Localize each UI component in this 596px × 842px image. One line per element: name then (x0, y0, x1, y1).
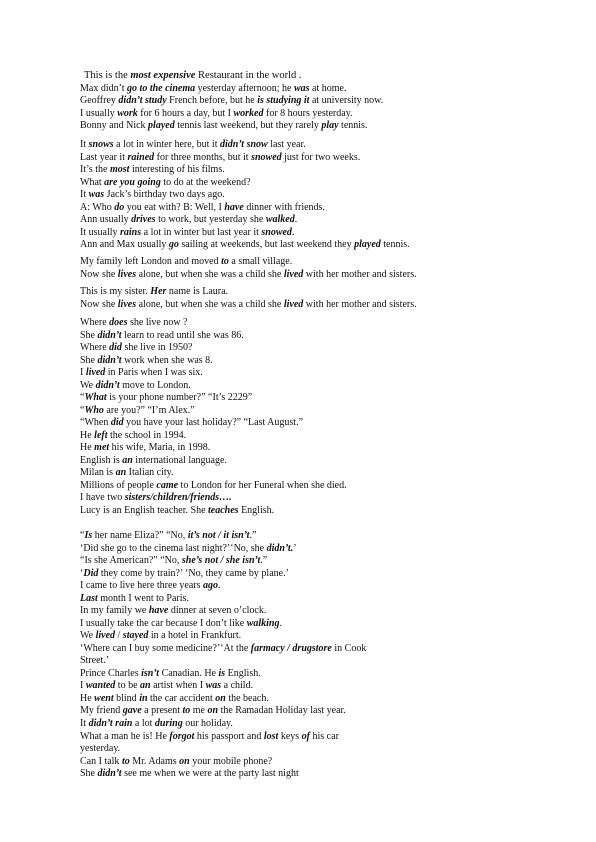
answer-text: didn’t study (118, 95, 167, 106)
sentence-text: Now she (80, 268, 118, 280)
answer-text: What (84, 392, 107, 403)
answer-text: worked (233, 107, 264, 119)
answer-text: to (221, 256, 229, 267)
answer-text: was (293, 82, 310, 94)
sentence-text: your mobile phone? (189, 755, 273, 767)
answer-text: have (148, 605, 169, 616)
answer-text: is studying it (257, 95, 310, 106)
answer-text: came (156, 479, 179, 491)
sentence-text: French before, but he (166, 95, 258, 106)
sentence-line (80, 269, 550, 282)
sentence-group (80, 317, 550, 517)
sentence-text: My family left London and moved (80, 256, 222, 267)
answer-text: didn’t. (266, 542, 294, 554)
sentence-text: in a hotel in Frankfurt. (148, 630, 242, 641)
sentence-line (80, 543, 550, 556)
sentence-text: for 6 hours a day, but I (137, 107, 234, 119)
sentence-line (80, 405, 550, 418)
sentence-text: ‘Where can I buy some medicine?’‘At the (80, 642, 251, 654)
sentence-group (80, 139, 550, 252)
sentence-text: .” (249, 530, 257, 541)
sentence-text: a small village. (228, 256, 293, 267)
answer-text: didn’t (97, 354, 122, 366)
answer-text: does (109, 317, 128, 328)
sentence-text: Italian city. (126, 467, 174, 478)
sentence-text: “ (80, 404, 85, 416)
answer-text: Who (84, 404, 104, 416)
sentence-text: “ (80, 530, 85, 541)
sentence-text: in Cook (331, 642, 367, 654)
answer-text: do (114, 201, 125, 213)
sentence-text: Max didn’t (80, 82, 128, 94)
sentence-text: I came to live here three years (80, 580, 203, 591)
sentence-text: Ann usually (80, 214, 132, 225)
sentence-text: What a man he is! He (80, 730, 170, 742)
sentence-line (80, 367, 550, 380)
sentence-text: she live in 1950? (121, 342, 193, 353)
sentence-text: Geoffrey (80, 95, 119, 106)
sentence-text: his passport and (194, 730, 264, 742)
answer-text: was (205, 680, 222, 691)
sentence-text: move to London. (119, 379, 191, 391)
sentence-text: alone, but when she was a child she (136, 298, 284, 310)
answer-text: lives (117, 268, 137, 280)
sentence-text: What (80, 176, 105, 188)
sentence-line (80, 355, 550, 368)
sentence-text: It (80, 139, 89, 150)
sentence-text: just for two weeks. (281, 151, 361, 163)
sentence-line (80, 342, 550, 355)
sentence-line (80, 580, 550, 593)
sentence-text: me (190, 705, 208, 716)
answer-text: to (121, 755, 130, 767)
answer-text: she’s not / she isn’t (181, 555, 261, 566)
sentence-text: alone, but when she was a child she (136, 268, 284, 280)
sentence-line (80, 256, 550, 269)
sentence-text: work when she was 8. (121, 354, 213, 366)
answer-text: teaches (208, 504, 239, 516)
sentence-line (80, 492, 550, 505)
answer-text: sisters/children/friends…. (124, 492, 232, 503)
sentence-text: It (80, 718, 89, 729)
sentence-text: Where (80, 342, 110, 353)
sentence-line (80, 380, 550, 393)
answer-text: on (179, 755, 190, 767)
sentence-text: “Is she American?” “No, (80, 555, 182, 566)
sentence-line (80, 139, 550, 152)
answer-text: is (218, 667, 226, 679)
sentence-text: the school in 1994. (107, 429, 187, 441)
sentence-line (80, 705, 550, 718)
sentence-line (80, 286, 550, 299)
sentence-text: yesterday afternoon; he (195, 82, 294, 94)
answer-text: stayed (122, 630, 149, 641)
answer-text: lives (117, 298, 137, 310)
answer-text: played (354, 239, 381, 250)
sentence-text: a child. (221, 680, 254, 691)
sentence-text: I usually (80, 107, 118, 119)
sentence-text: sailing at weekends, but last weekend they (178, 239, 355, 250)
sentence-text: I (80, 367, 86, 378)
sentence-text: Millions of people (80, 479, 157, 491)
sentence-text: Mr. Adams (129, 755, 180, 767)
sentence-line (80, 731, 550, 744)
sentence-text: . (291, 226, 295, 238)
sentence-line (80, 330, 550, 343)
sentence-line (80, 455, 550, 468)
sentence-text: she live now ? (127, 317, 188, 328)
answer-text: snowed (251, 151, 282, 163)
sentence-text: they come by train?’ ‘No, they came by plane.’ (98, 567, 289, 579)
sentence-text: with her mother and sisters. (303, 268, 417, 280)
sentence-text: for 8 hours yesterday. (263, 107, 353, 119)
sentence-text: This is the (84, 70, 131, 81)
sentence-line (80, 214, 550, 227)
answer-text: most expensive (130, 70, 196, 81)
sentence-line (80, 530, 550, 543)
sentence-line (80, 164, 550, 177)
sentence-group (80, 70, 550, 133)
sentence-text: Milan is (80, 467, 116, 478)
sentence-group (80, 530, 550, 718)
sentence-line (80, 108, 550, 121)
answer-text: snows (88, 139, 114, 150)
answer-text: Did (83, 567, 99, 579)
answer-text: ago (203, 580, 218, 591)
sentence-text: My friend (80, 705, 123, 716)
sentence-line (80, 239, 550, 252)
sentence-text: “ (80, 392, 85, 403)
sentence-text: dinner with friends. (243, 201, 325, 213)
sentence-line (80, 505, 550, 518)
sentence-line (80, 630, 550, 643)
answer-text: Her (150, 286, 167, 297)
answer-text: have (224, 201, 244, 213)
sentence-text: . (294, 214, 298, 225)
answer-text: an (122, 454, 133, 466)
sentence-text: a lot (132, 718, 155, 729)
answer-text: was (88, 189, 105, 200)
sentence-line (80, 317, 550, 330)
sentence-text: a lot in winter but last year it (141, 226, 262, 238)
sentence-text: dinner at seven o’clock. (168, 605, 267, 616)
answer-text: go to the cinema (127, 82, 196, 94)
sentence-line (80, 152, 550, 165)
sentence-text: Last year it (80, 151, 128, 163)
answer-text: on (215, 692, 226, 704)
answer-text: an (140, 680, 151, 691)
sentence-text: He (80, 442, 95, 453)
sentence-text: Where (80, 317, 110, 328)
sentence-text: Now she (80, 298, 118, 310)
answer-text: didn’t (95, 379, 120, 391)
answer-text: Last (80, 592, 98, 604)
sentence-text: you have your last holiday?” “Last August.” (123, 417, 304, 428)
sentence-text: are you?” “I’m Alex.” (103, 404, 195, 416)
answer-text: walked (265, 214, 295, 225)
sentence-line (80, 618, 550, 631)
answer-text: lived (85, 367, 106, 378)
sentence-text: We (80, 379, 96, 391)
sentence-text: Jack’s birthday two days ago. (104, 189, 225, 200)
sentence-line (80, 593, 550, 606)
sentence-line (80, 693, 550, 706)
sentence-text: It (80, 189, 89, 200)
answer-text: isn’t (141, 667, 160, 679)
answer-text: in (139, 692, 148, 704)
sentence-line (80, 568, 550, 581)
answer-text: play (321, 120, 339, 131)
sentence-text: international language. (132, 454, 227, 466)
sentence-text: blind (113, 692, 140, 704)
sentence-text: She (80, 329, 98, 341)
sentence-text: at home. (309, 82, 347, 94)
answer-text: lived (283, 268, 304, 280)
sentence-text: to be (115, 680, 141, 691)
sentence-text: name is Laura. (166, 286, 229, 297)
sentence-text: We (80, 630, 96, 641)
sentence-text: in Paris when I was six. (105, 367, 203, 378)
sentence-group (80, 718, 550, 781)
answer-text: during (154, 718, 183, 729)
sentence-text: last year. (267, 139, 306, 150)
answer-text: didn’t snow (220, 139, 268, 150)
sentence-text: her name Eliza?” “No, (92, 530, 188, 541)
sentence-line (80, 743, 550, 756)
answer-text: went (94, 692, 114, 704)
sentence-text: at university now. (309, 95, 384, 106)
sentence-text: Restaurant in the world . (195, 70, 302, 81)
answer-text: rained (127, 151, 155, 163)
sentence-text: ‘Did she go to the cinema last night?’‘No, she (80, 542, 267, 554)
answer-text: rains (120, 226, 142, 238)
sentence-text: I usually take the car because I don’t like (80, 617, 247, 629)
sentence-text: A: Who (80, 201, 115, 213)
sentence-text: artist when I (150, 680, 206, 691)
sentence-text: to do at the weekend? (160, 176, 251, 188)
sentence-line (80, 70, 550, 83)
sentence-text: the Ramadan Holiday last year. (218, 705, 346, 716)
sentence-line (80, 480, 550, 493)
sentence-line (80, 680, 550, 693)
sentence-text: interesting of his films. (129, 164, 225, 175)
answer-text: left (94, 429, 108, 441)
sentence-line (80, 392, 550, 405)
sentence-text: a present (141, 705, 183, 716)
sentence-text: a lot in winter here, but it (113, 139, 220, 150)
sentence-text: Street.’ (80, 655, 110, 666)
sentence-line (80, 605, 550, 618)
sentence-line (80, 467, 550, 480)
answer-text: snowed (261, 226, 292, 238)
sentence-text: to London for her Funeral when she died. (178, 479, 347, 491)
sentence-line (80, 430, 550, 443)
answer-text: lived (95, 630, 116, 641)
sentence-line (80, 227, 550, 240)
sentence-text: She (80, 354, 98, 366)
sentence-text: to work, but yesterday she (155, 214, 266, 225)
sentence-text: yesterday. (80, 743, 121, 754)
sentence-text: keys (278, 730, 302, 742)
answer-text: to (182, 705, 191, 716)
sentence-text: In my family we (80, 605, 149, 616)
sentence-text: for three months, but it (154, 151, 252, 163)
sentence-line (80, 417, 550, 430)
sentence-line (80, 83, 550, 96)
answer-text: of (301, 730, 311, 742)
answer-text: on (207, 705, 219, 716)
sentence-text: is your phone number?” “It’s 2229” (106, 392, 253, 403)
sentence-text: month I went to Paris. (97, 592, 189, 604)
sentence-text: I (80, 680, 86, 691)
sentence-text: Lucy is an English teacher. She (80, 504, 209, 516)
sentence-line (80, 120, 550, 133)
sentence-text: Prince Charles (80, 667, 142, 679)
answer-text: did (110, 417, 124, 428)
answer-text: didn’t rain (88, 718, 133, 729)
sentence-text: Ann and Max usually (80, 239, 169, 250)
sentence-text: “When (80, 417, 111, 428)
sentence-text: the car accident (147, 692, 216, 704)
sentence-text: English is (80, 454, 123, 466)
sentence-line (80, 442, 550, 455)
sentence-text: see me when we were at the party last night (121, 768, 299, 779)
answer-text: most (110, 164, 130, 175)
answer-text: go (168, 239, 179, 250)
sentence-line (80, 189, 550, 202)
sentence-text: his car (310, 730, 339, 742)
answer-text: lost (263, 730, 279, 742)
sentence-text: tennis. (338, 120, 368, 131)
sentence-line (80, 555, 550, 568)
sentence-text: his wife, Maria, in 1998. (109, 442, 211, 453)
sentence-text: I have two (80, 492, 125, 503)
sentence-text: English. (238, 504, 275, 516)
sentence-text: with her mother and sisters. (303, 298, 417, 310)
sentence-text: Bonny and Nick (80, 120, 149, 131)
sentence-text: learn to read until she was 86. (121, 329, 244, 341)
answer-text: are you going (104, 176, 161, 188)
sentence-text: It’s the (80, 164, 110, 175)
answer-text: did (109, 342, 122, 353)
sentence-text: It usually (80, 226, 120, 238)
sentence-line (80, 768, 550, 781)
sentence-line (80, 95, 550, 108)
sentence-text: / (115, 630, 123, 641)
answer-text: farmacy / drugstore (250, 642, 332, 654)
answer-text: it’s not / it isn’t (187, 530, 250, 541)
sentence-group (80, 286, 550, 311)
sentence-line (80, 299, 550, 312)
sentence-text: This is my sister. (80, 286, 151, 297)
answer-text: played (148, 120, 175, 131)
sentence-text: ‘ (80, 567, 84, 579)
sentence-line (80, 668, 550, 681)
sentence-line (80, 202, 550, 215)
sentence-line (80, 177, 550, 190)
answer-text: forgot (169, 730, 195, 742)
sentence-line (80, 643, 550, 656)
answer-text: work (117, 107, 138, 119)
answer-text: walking (246, 617, 280, 629)
sentence-text: the beach. (225, 692, 269, 704)
answer-text: didn’t (97, 768, 122, 779)
sentence-text: ’ (293, 542, 297, 554)
answer-text: lived (283, 298, 304, 310)
sentence-line (80, 655, 550, 668)
answer-text: an (115, 467, 127, 478)
answer-text: didn’t (97, 329, 122, 341)
sentence-line (80, 756, 550, 769)
sentence-text: our holiday. (182, 718, 233, 729)
answer-text: Is (84, 530, 93, 541)
sentence-line (80, 718, 550, 731)
sentence-text: She (80, 768, 98, 779)
answer-text: gave (122, 705, 142, 716)
sentence-text: . (218, 580, 221, 591)
sentence-text: tennis last weekend, but they rarely (174, 120, 322, 131)
sentence-text: He (80, 429, 95, 441)
sentence-text: tennis. (380, 239, 410, 250)
sentence-text: Can I talk (80, 755, 122, 767)
answer-text: wanted (85, 680, 116, 691)
sentence-group (80, 256, 550, 281)
answer-text: met (94, 442, 110, 453)
sentence-text: . (279, 617, 282, 629)
sentence-text: He (80, 692, 95, 704)
sentence-text: Canadian. He (159, 667, 219, 679)
answer-text: drives (131, 214, 156, 225)
sentence-text: .” (260, 555, 268, 566)
sentence-text: English. (225, 667, 261, 679)
sentence-text: you eat with? B: Well, I (124, 201, 225, 213)
